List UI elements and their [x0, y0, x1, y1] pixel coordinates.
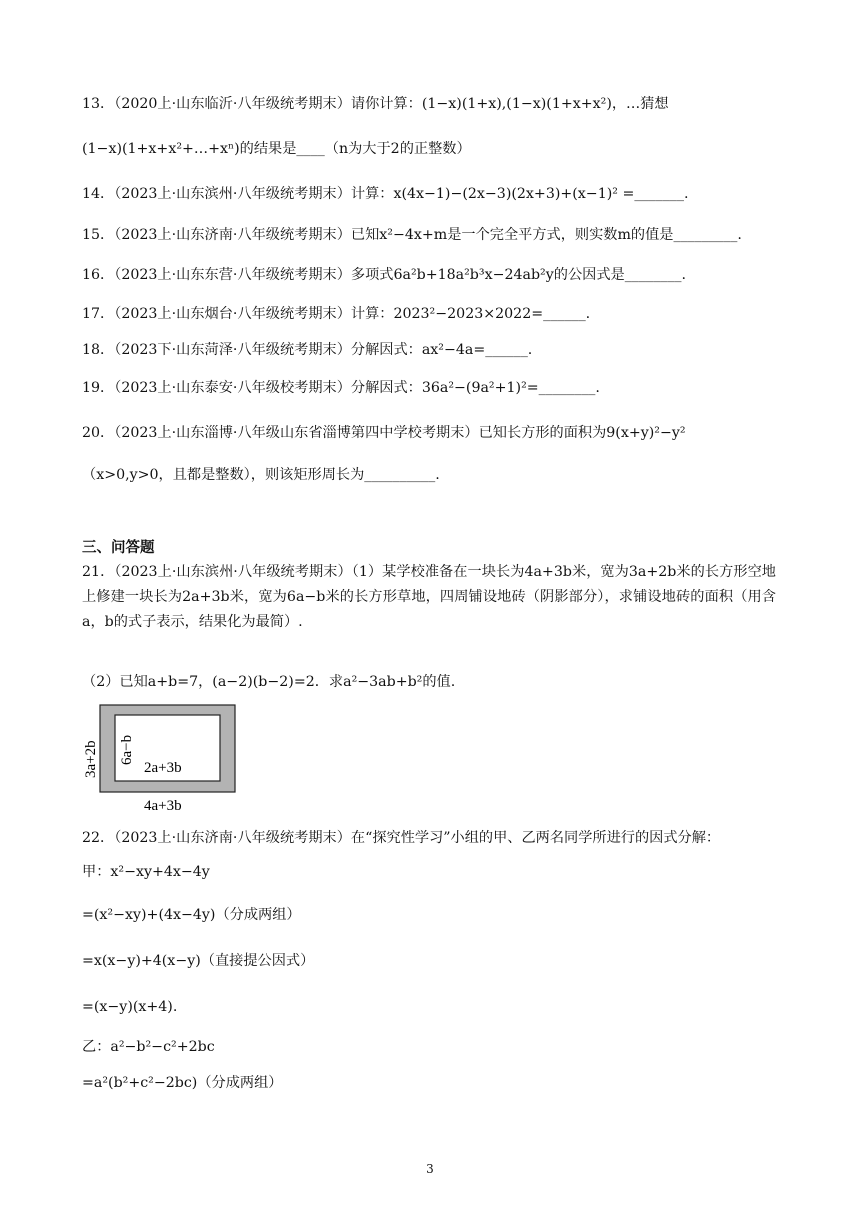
question-21-part-2: （2）已知a+b=7，(a−2)(b−2)=2．求a²−3ab+b²的值.	[82, 674, 456, 690]
question-17: 17．（2023上·山东烟台·八年级统考期末）计算：2023²−2023×2022=______.	[82, 306, 591, 322]
inner-width-label: 2a+3b	[144, 760, 182, 776]
question-20-line-1: 20．（2023上·山东淄博·八年级山东省淄博第四中学校考期末）已知长方形的面积为9(x+y)²−y²	[82, 425, 686, 441]
question-16: 16．（2023上·山东东营·八年级统考期末）多项式6a²b+18a²b³x−24ab²y的公因式是________.	[82, 267, 686, 283]
outer-height-label: 3a+2b	[83, 740, 99, 778]
section-title-qa: 三、问答题	[82, 540, 155, 556]
yi-step-0: 乙：a²−b²−c²+2bc	[82, 1039, 215, 1055]
question-13-line-1: 13．（2020上·山东临沂·八年级统考期末）请你计算：(1−x)(1+x),(1−x)(1+x+x²)，…猜想	[82, 96, 669, 112]
yi-step-1: =a²(b²+c²−2bc)（分成两组）	[82, 1075, 283, 1091]
inner-height-label: 6a−b	[119, 734, 135, 765]
lawn-figure	[82, 700, 252, 815]
jia-step-2: =x(x−y)+4(x−y)（直接提公因式）	[82, 953, 315, 969]
question-15: 15．（2023上·山东济南·八年级统考期末）已知x²−4x+m是一个完全平方式，则实数m的值是_________.	[82, 227, 742, 243]
question-22-intro: 22．（2023上·山东济南·八年级统考期末）在“探究性学习”小组的甲、乙两名同学所进行的因式分解：	[82, 830, 721, 846]
question-13-line-2: (1−x)(1+x+x²+…+xⁿ)的结果是____（n为大于2的正整数）	[82, 141, 471, 157]
question-20-line-2: （x>0,y>0，且都是整数），则该矩形周长为__________.	[82, 467, 440, 483]
jia-step-3: =(x−y)(x+4).	[82, 999, 178, 1015]
lawn-diagram	[82, 700, 252, 815]
jia-step-1: =(x²−xy)+(4x−4y)（分成两组）	[82, 907, 301, 923]
jia-step-0: 甲：x²−xy+4x−4y	[82, 864, 210, 880]
question-21-part-1: 21．（2023上·山东滨州·八年级统考期末）（1）某学校准备在一块长为4a+3b米，宽为3a+2b米的长方形空地上修建一块长为2a+3b米，宽为6a−b米的长方形草地，四周铺设地砖（阴影部分），求铺设地砖的面积（用含a，b的式子表示，结果化为最简）.	[82, 564, 776, 630]
question-19: 19．（2023上·山东泰安·八年级校考期末）分解因式：36a²−(9a²+1)²=________.	[82, 380, 600, 396]
page-number: 3	[426, 1162, 434, 1176]
outer-width-label: 4a+3b	[144, 798, 182, 814]
question-18: 18．（2023下·山东菏泽·八年级统考期末）分解因式：ax²−4a=______.	[82, 342, 533, 358]
question-14: 14．（2023上·山东滨州·八年级统考期末）计算：x(4x−1)−(2x−3)(2x+3)+(x−1)² =_______.	[82, 186, 689, 202]
